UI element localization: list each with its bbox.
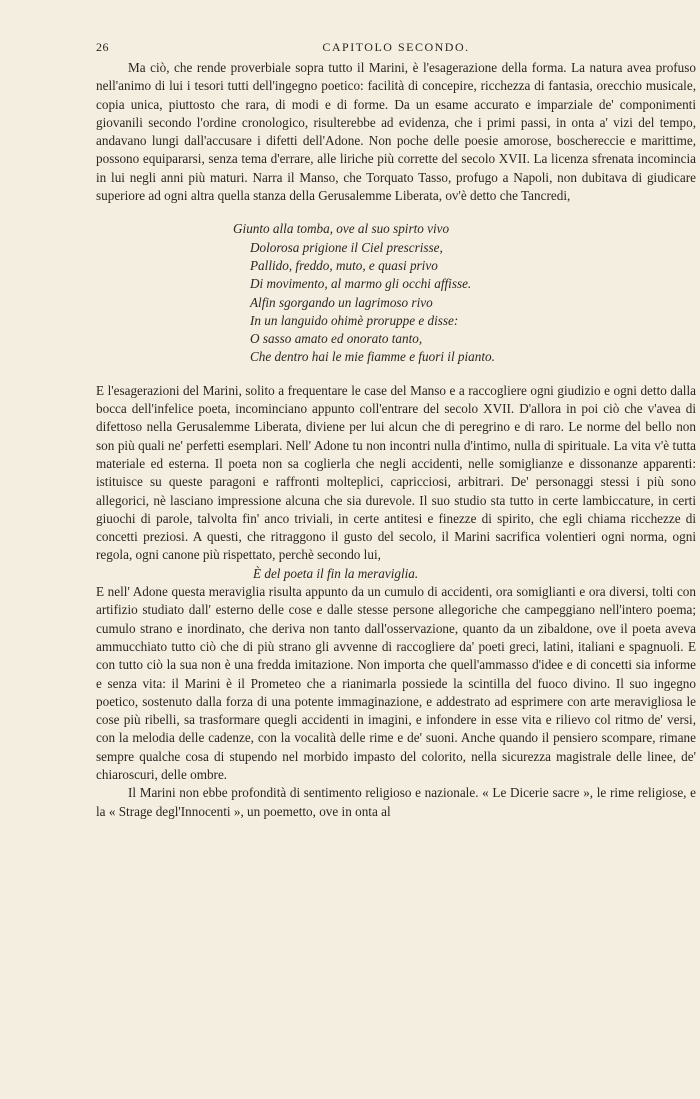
paragraph-4: Il Marini non ebbe profondità di sentimento religioso e nazionale. « Le Dicerie sacre », le rime religiose, e la « Strage degl'Innocenti », un poemetto, ove in onta al (96, 785, 696, 819)
quoted-verse: È del poeta il fin la meraviglia. (253, 565, 419, 581)
verse-line-3: Pallido, freddo, muto, e quasi privo (250, 257, 438, 273)
verse-line-2: Dolorosa prigione il Ciel prescrisse, (250, 239, 443, 255)
paragraph-2: E l'esagerazioni del Marini, solito a frequentare le case del Manso e a raccogliere ogni giudizio e ogni detto dalla bocca dell'infelice poeta, incominciano appunto coll'entrare del secolo XVII. D'allora in poi ciò che v'avea di difettoso nella Gerusalemme Liberata, diviene per lui alcun che di peregrino e di raro. Le norme del bello non son più quali ne' perfetti esemplari. Nell' Adone tu non incontri nulla d'intimo, nulla di spirituale. La vita v'è tutta materiale ed esterna. Il poeta non sa coglierla che negli accidenti, nelle somiglianze e dissonanze apparenti: istituisce su queste paragoni e raffronti molteplici, capricciosi, arbitrari. De' personaggi stessi i più sono allegorici, nè lasciano impressione alcuna che sia durevole. Il suo studio sta tutto in certe lambiccature, in certi giuochi di parole, talvolta fin' anco triviali, in certe antitesi e finezze di spirito, che egli chiama ricchezze di concetti preziosi. A questi, che ritraggono il gusto del secolo, il Marini sacrifica volentieri ogni norma, ogni regola, ogni canone più rispettato, perchè secondo lui, (96, 382, 696, 563)
running-title: CAPITOLO SECONDO. (322, 40, 470, 54)
verse-line-8: Che dentro hai le mie fiamme e fuori il pianto. (250, 349, 495, 365)
verse-line-1: Giunto alla tomba, ove al suo spirto vivo (233, 221, 450, 237)
verse-line-7: O sasso amato ed onorato tanto, (250, 331, 423, 347)
verse-line-6: In un languido ohimè proruppe e disse: (250, 312, 459, 328)
paragraph-3: E nell' Adone questa meraviglia risulta appunto da un cumulo di accidenti, ora somiglianti e ora diversi, tolti con artifizio studiato dall' esterno delle cose e dalle stesse persone allegoriche che campeggiano nell'intero poema; cumulo strano e inordinato, che deriva non tanto dall'osservazione, quanto da un zibaldone, ove il poeta aveva ammucchiato tutto ciò che di più strano gli avvenne di raccogliere da' poeti greci, latini, italiani e spagnuoli. E con tutto ciò la sua non è una fredda imitazione. Non importa che quell'ammasso d'idee e di concetti sia informe e senza vita: il Marini è il Prometeo che a rianimarla possiede la scintilla del fuoco divino. Il suo ingegno poetico, sostenuto dalla forza di una potente immaginazione, e addestrato ad esprimere con arte meravigliosa le cose più ribelli, sa trasformare quegli accidenti in imagini, e infondere in esse vita e rilievo col ritmo de' versi, con la melodia delle cadenze, con la vocalità delle rime e de' suoni. Anche quando il pensiero scompare, rimane sempre qualche cosa di stupendo nel morbido impasto del colorito, nella sicurezza magistrale delle linee, de' chiaroscuri, delle ombre. (96, 584, 696, 782)
verse-line-4: Di movimento, al marmo gli occhi affisse. (250, 276, 472, 292)
page-header (96, 40, 696, 58)
verse-stanza (96, 220, 696, 366)
verse-line-5: Alfin sgorgando un lagrimoso rivo (250, 294, 433, 310)
body-text (96, 59, 696, 821)
page-number: 26 (96, 40, 109, 54)
paragraph-1: Ma ciò, che rende proverbiale sopra tutto il Marini, è l'esagerazione della forma. La natura avea profuso nell'animo di lui i tesori tutti dell'ingegno poetico: facilità di concepire, ricchezza di fantasia, orecchio musicale, copia unica, piuttosto che rara, di modi e di forme. Da un esame accurato e imparziale de' componimenti giovanili secondo l'ordine cronologico, risulterebbe ad evidenza, che i primi passi, in onta a' vizi del tempo, andavano lungi dall'accusare i difetti dell'Adone. Non poche delle poesie amorose, boschereccie e marittime, possono equipararsi, senza tema d'errare, alle liriche più corrette del secolo XVII. La licenza sfrenata incomincia in lui negli anni più maturi. Narra il Manso, che Torquato Tasso, profugo a Napoli, non dubitava di giudicare superiore ad ogni altra quella stanza della Gerusalemme Liberata, ov'è detto che Tancredi, (96, 60, 696, 204)
